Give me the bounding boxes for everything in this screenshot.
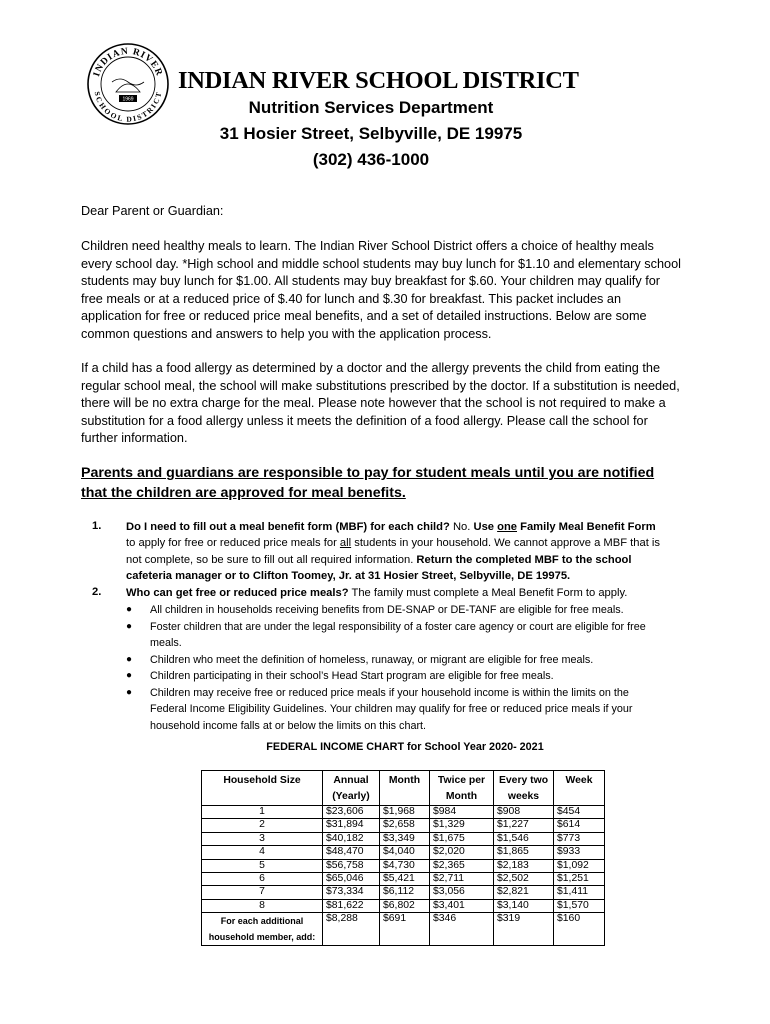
bullet-icon: ●	[126, 654, 133, 665]
question-2-text: Who can get free or reduced price meals?	[126, 587, 349, 599]
income-cell: $160	[554, 913, 605, 946]
header-week: Week	[554, 771, 605, 806]
household-size-cell: 1	[202, 806, 323, 819]
bullet-icon: ●	[126, 621, 133, 632]
income-cell: $2,502	[494, 873, 554, 886]
income-cell: $6,112	[380, 886, 430, 899]
table-row	[202, 886, 605, 899]
income-cell: $4,730	[380, 859, 430, 872]
question-2-answer: The family must complete a Meal Benefit Form to apply.	[351, 587, 628, 599]
payment-notice: Parents and guardians are responsible to pay for student meals until you are notified that the children are approved for meal benefits.	[81, 465, 655, 501]
income-cell: $1,329	[430, 819, 494, 832]
income-cell: $1,968	[380, 806, 430, 819]
income-cell: $2,658	[380, 819, 430, 832]
income-chart-title: FEDERAL INCOME CHART for School Year 2020- 2021	[266, 741, 544, 753]
income-table-body	[202, 806, 605, 946]
district-name: INDIAN RIVER SCHOOL DISTRICT	[178, 67, 579, 94]
eligibility-bullet: Children who meet the definition of homeless, runaway, or migrant are eligible for free meals.	[150, 654, 594, 666]
header-twice-per-month: Twice per Month	[430, 771, 494, 806]
eligibility-bullet: All children in households receiving benefits from DE-SNAP or DE-TANF are eligible for free meals.	[150, 604, 624, 616]
income-cell: $4,040	[380, 846, 430, 859]
income-cell: $1,675	[430, 832, 494, 845]
household-size-cell: 2	[202, 819, 323, 832]
question-2-block	[126, 585, 666, 601]
income-cell: $2,821	[494, 886, 554, 899]
bullet-icon: ●	[126, 604, 133, 615]
table-row	[202, 859, 605, 872]
income-cell: $1,546	[494, 832, 554, 845]
income-cell: $1,865	[494, 846, 554, 859]
household-size-cell: 6	[202, 873, 323, 886]
department-address: 31 Hosier Street, Selbyville, DE 19975	[219, 124, 523, 143]
question-2-number: 2.	[92, 586, 102, 598]
salutation: Dear Parent or Guardian:	[81, 204, 224, 218]
question-1-number: 1.	[92, 520, 102, 532]
income-cell: $2,020	[430, 846, 494, 859]
income-cell: $319	[494, 913, 554, 946]
income-cell: $454	[554, 806, 605, 819]
household-size-cell: 8	[202, 899, 323, 912]
seal-text-top: INDIAN RIVER	[92, 46, 164, 78]
income-cell: $691	[380, 913, 430, 946]
table-row	[202, 832, 605, 845]
household-size-cell: 3	[202, 832, 323, 845]
table-header-row	[202, 771, 605, 806]
household-size-cell: 7	[202, 886, 323, 899]
table-row	[202, 913, 605, 946]
table-row	[202, 806, 605, 819]
income-cell: $1,251	[554, 873, 605, 886]
header-every-two-weeks: Every two weeks	[494, 771, 554, 806]
income-cell: $614	[554, 819, 605, 832]
question-1-block: Do I need to fill out a meal benefit form (MBF) for each child? No. Use one Family Meal Benefit Form to apply for free or reduced price meals for all students in your household. We cannot approve a MBF that is not complete, so be sure to fill out all required information. Return the completed MBF to the school cafeteria manager or to Clifton Toomey, Jr. at 31 Hosier Street, Selbyville, DE 19975.	[126, 521, 660, 582]
income-cell: $3,140	[494, 899, 554, 912]
income-cell: $3,401	[430, 899, 494, 912]
seal-text-bottom: SCHOOL DISTRICT	[92, 90, 164, 124]
income-cell: $1,227	[494, 819, 554, 832]
household-size-cell: 4	[202, 846, 323, 859]
income-cell: $3,349	[380, 832, 430, 845]
income-cell: $8,288	[323, 913, 380, 946]
bullet-icon: ●	[126, 687, 133, 698]
question-1-text: Do I need to fill out a meal benefit form (MBF) for each child?	[126, 521, 450, 533]
food-allergy-paragraph: If a child has a food allergy as determined by a doctor and the allergy prevents the child from eating the regular school meal, the school will make substitutions prescribed by the doctor. If a substitution is needed, there will be no extra charge for the meal. Please note however that the school is not required to make a substitution for a food allergy unless it meets the definition of a food allergy. Please call the school for further information.	[81, 361, 680, 446]
income-cell: $23,606	[323, 806, 380, 819]
header-annual: Annual (Yearly)	[323, 771, 380, 806]
table-row	[202, 873, 605, 886]
household-size-cell: For each additional household member, add:	[202, 913, 323, 946]
household-size-cell: 5	[202, 859, 323, 872]
intro-paragraph: Children need healthy meals to learn. The Indian River School District offers a choice of healthy meals every school day. *High school and middle school students may buy lunch for $1.10 and elementary school students may buy lunch for $1.00. All students may buy breakfast for $.60. Your children may qualify for free meals or at a reduced price of $.40 for lunch and $.30 for breakfast. This packet includes an application for free or reduced price meal benefits, and a set of detailed instructions. Below are some common questions and answers to help you with the application process.	[81, 239, 681, 341]
income-cell: $1,570	[554, 899, 605, 912]
income-cell: $40,182	[323, 832, 380, 845]
svg-text:INDIAN RIVER	[92, 47, 164, 78]
income-cell: $346	[430, 913, 494, 946]
income-cell: $2,365	[430, 859, 494, 872]
eligibility-bullet: Children may receive free or reduced price meals if your household income is within the limits on the Federal Income Eligibility Guidelines. Your children may qualify for free or reduced price meals if your household income falls at or below the limits on this chart.	[150, 687, 633, 732]
income-cell: $2,711	[430, 873, 494, 886]
income-cell: $48,470	[323, 846, 380, 859]
income-cell: $81,622	[323, 899, 380, 912]
table-row	[202, 899, 605, 912]
income-cell: $908	[494, 806, 554, 819]
income-cell: $65,046	[323, 873, 380, 886]
income-cell: $933	[554, 846, 605, 859]
income-cell: $773	[554, 832, 605, 845]
bullet-icon: ●	[126, 670, 133, 681]
income-cell: $1,092	[554, 859, 605, 872]
department-name: Nutrition Services Department	[248, 98, 494, 117]
eligibility-bullet: Foster children that are under the legal responsibility of a foster care agency or court are eligible for free meals.	[150, 621, 646, 650]
seal-year: 1969	[122, 96, 134, 103]
department-phone: (302) 436-1000	[312, 150, 430, 169]
table-row	[202, 819, 605, 832]
income-cell: $5,421	[380, 873, 430, 886]
income-cell: $6,802	[380, 899, 430, 912]
income-cell: $56,758	[323, 859, 380, 872]
table-row	[202, 846, 605, 859]
eligibility-bullet: Children participating in their school’s Head Start program are eligible for free meals.	[150, 670, 554, 682]
income-cell: $31,894	[323, 819, 380, 832]
income-cell: $984	[430, 806, 494, 819]
income-chart-table	[201, 770, 605, 946]
income-cell: $2,183	[494, 859, 554, 872]
header-month: Month	[380, 771, 430, 806]
income-cell: $1,411	[554, 886, 605, 899]
income-cell: $3,056	[430, 886, 494, 899]
header-household-size: Household Size	[202, 771, 323, 806]
income-cell: $73,334	[323, 886, 380, 899]
